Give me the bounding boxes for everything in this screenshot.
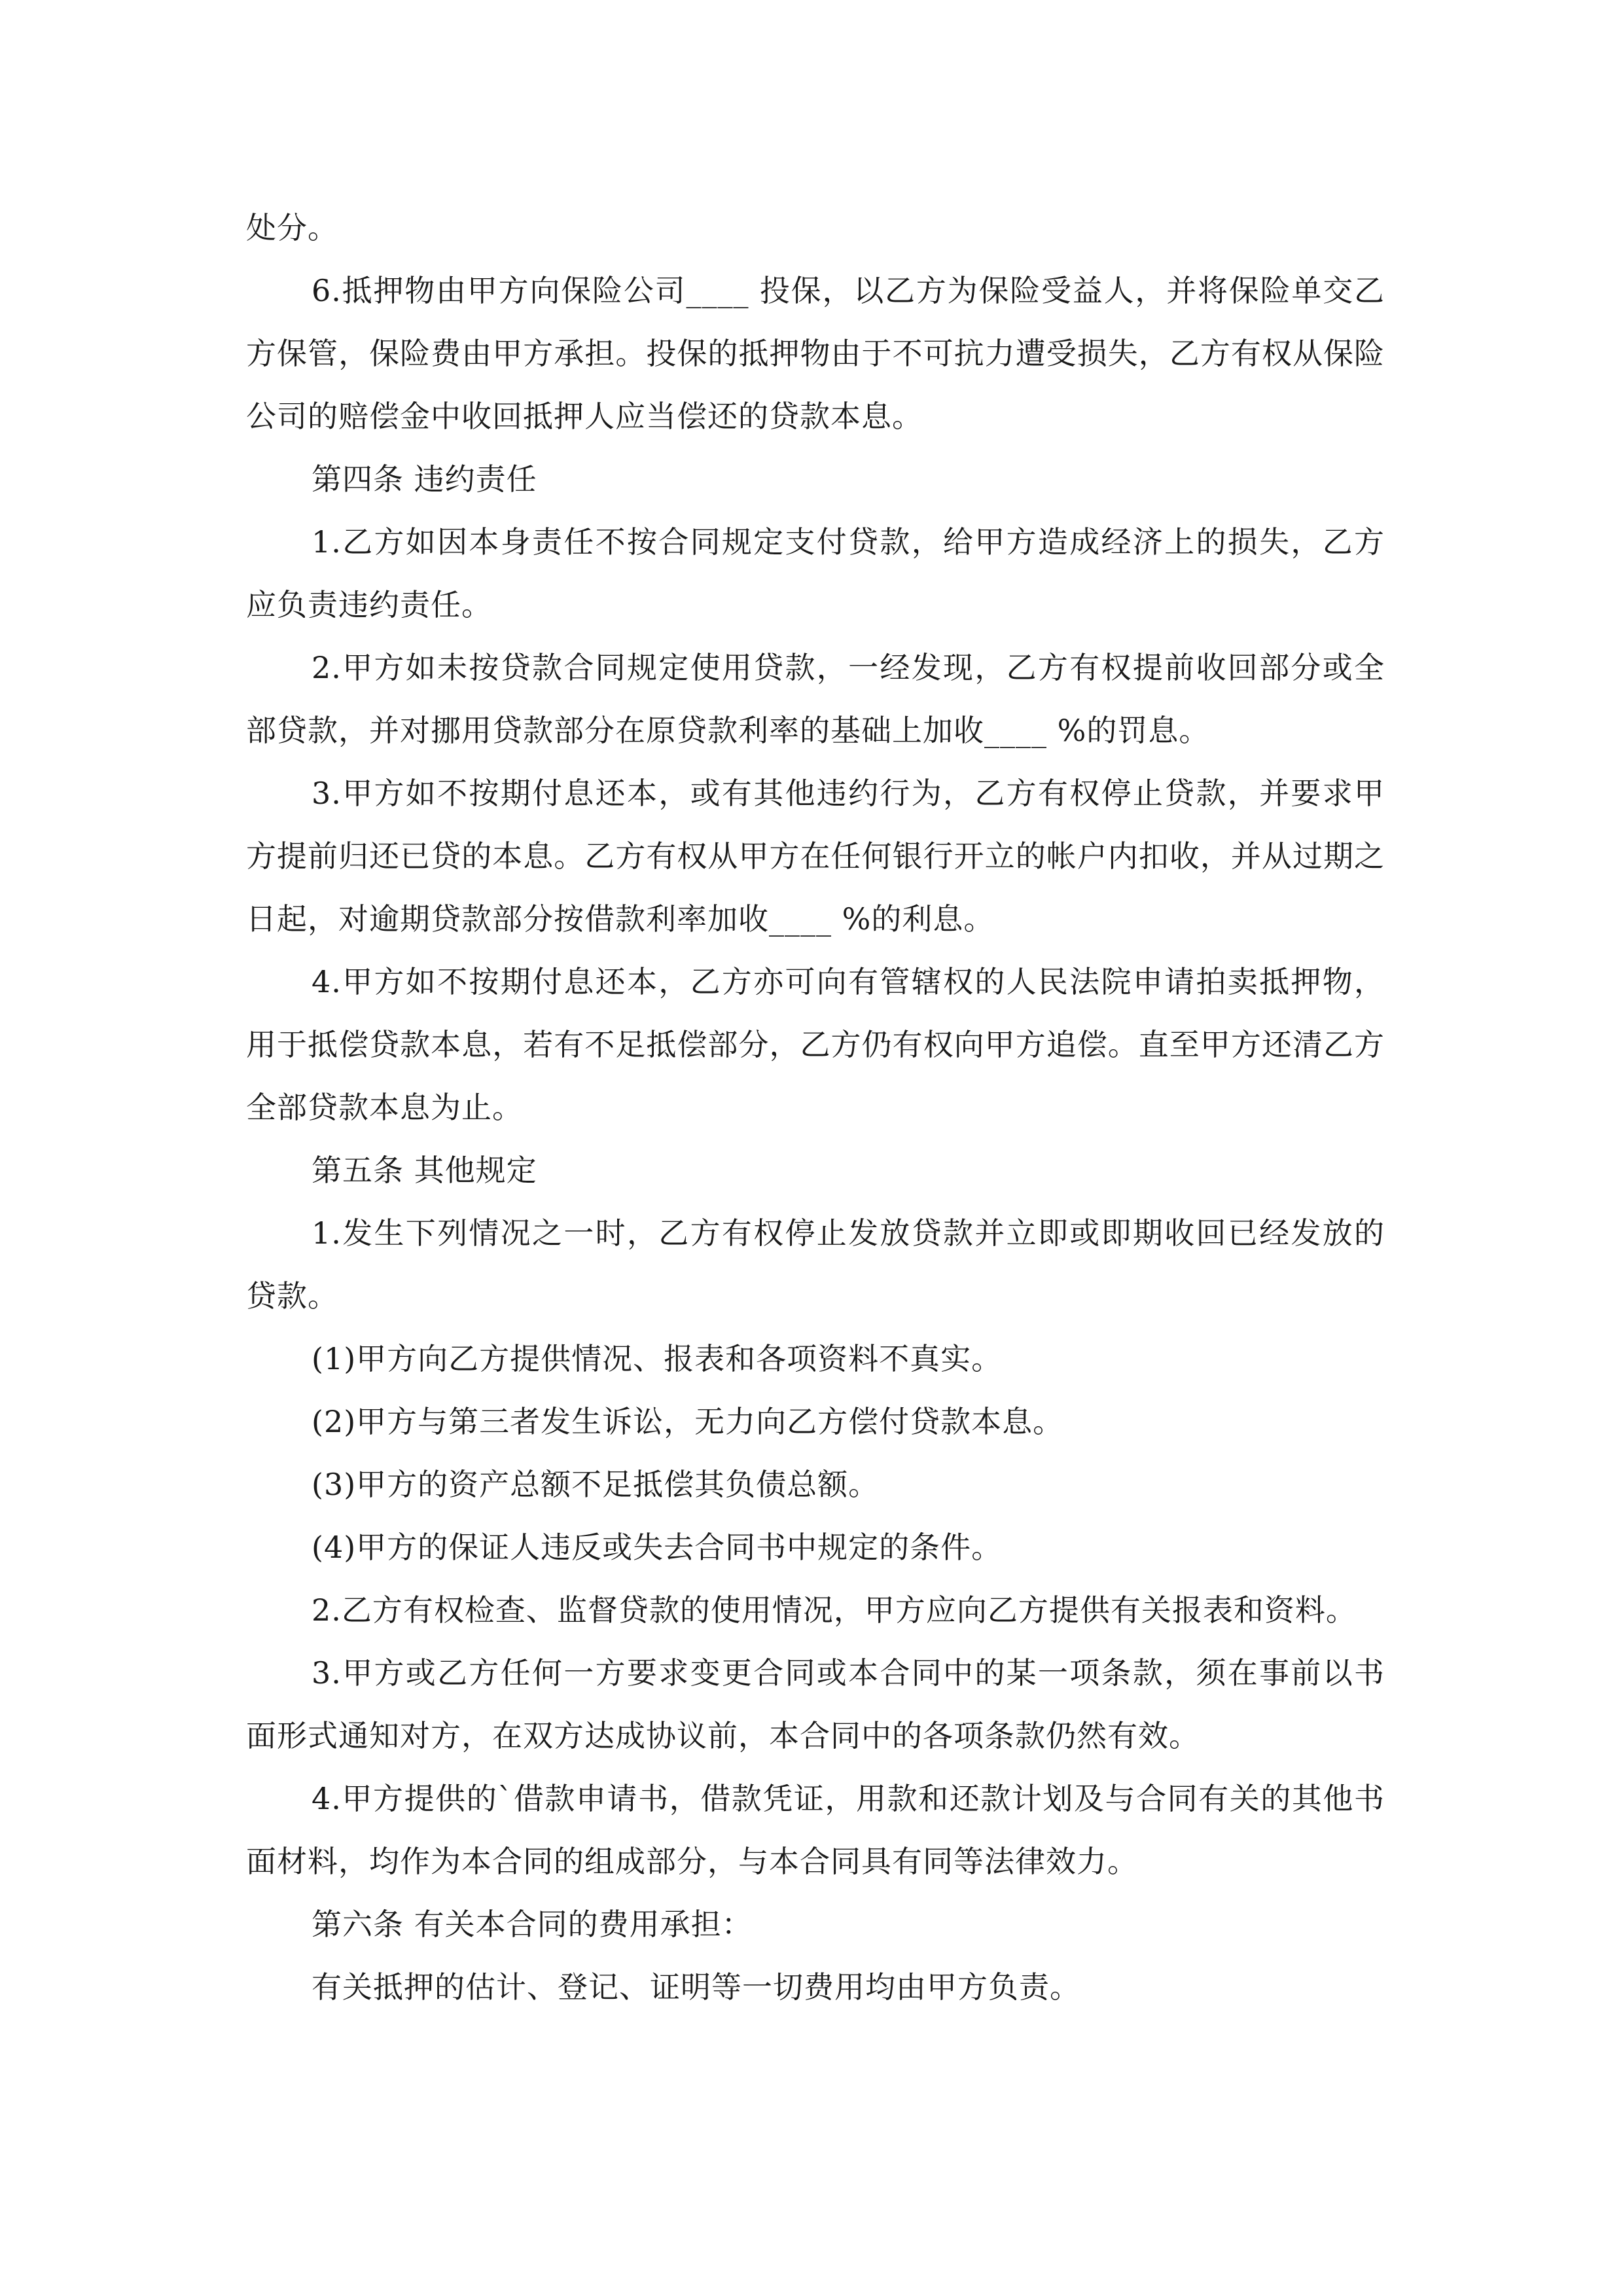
article-5-subitem-2: (2)甲方与第三者发生诉讼，无力向乙方偿付贷款本息。 bbox=[312, 1404, 1064, 1439]
article-4-heading: 第四条 违约责任 bbox=[312, 461, 537, 497]
article-4-item-1: 1.乙方如因本身责任不按合同规定支付贷款，给甲方造成经济上的损失，乙方应负责违约责任。 bbox=[246, 524, 1385, 622]
article-5-item-4: 4.甲方提供的`借款申请书，借款凭证，用款和还款计划及与合同有关的其他书面材料，均作为本合同的组成部分，与本合同具有同等法律效力。 bbox=[246, 1781, 1385, 1879]
article-6-body: 有关抵押的估计、登记、证明等一切费用均由甲方负责。 bbox=[312, 1969, 1080, 2005]
document-body bbox=[246, 196, 1385, 2018]
article-4-item-4: 4.甲方如不按期付息还本，乙方亦可向有管辖权的人民法院申请拍卖抵押物，用于抵偿贷款本息，若有不足抵偿部分，乙方仍有权向甲方追偿。直至甲方还清乙方全部贷款本息为止。 bbox=[246, 964, 1385, 1125]
article-4-item-2: 2.甲方如未按贷款合同规定使用贷款，一经发现，乙方有权提前收回部分或全部贷款，并对挪用贷款部分在原贷款利率的基础上加收____ %的罚息。 bbox=[246, 650, 1385, 748]
paragraph-continuation: 处分。 bbox=[246, 210, 338, 245]
article-4-item-3: 3.甲方如不按期付息还本，或有其他违约行为，乙方有权停止贷款，并要求甲方提前归还已贷的本息。乙方有权从甲方在任何银行开立的帐户内扣收，并从过期之日起，对逾期贷款部分按借款利率加收____ %的利息。 bbox=[246, 776, 1385, 937]
article-5-item-2: 2.乙方有权检查、监督贷款的使用情况，甲方应向乙方提供有关报表和资料。 bbox=[312, 1592, 1357, 1628]
article-5-item-3: 3.甲方或乙方任何一方要求变更合同或本合同中的某一项条款，须在事前以书面形式通知对方，在双方达成协议前，本合同中的各项条款仍然有效。 bbox=[246, 1655, 1385, 1753]
paragraph-insurance-clause: 6.抵押物由甲方向保险公司____ 投保，以乙方为保险受益人，并将保险单交乙方保管，保险费由甲方承担。投保的抵押物由于不可抗力遭受损失，乙方有权从保险公司的赔偿金中收回抵押人应当偿还的贷款本息。 bbox=[246, 273, 1385, 434]
article-5-subitem-3: (3)甲方的资产总额不足抵偿其负债总额。 bbox=[312, 1467, 880, 1502]
article-6-heading: 第六条 有关本合同的费用承担： bbox=[312, 1907, 753, 1942]
article-5-subitem-1: (1)甲方向乙方提供情况、报表和各项资料不真实。 bbox=[312, 1341, 1003, 1376]
article-5-subitem-4: (4)甲方的保证人违反或失去合同书中规定的条件。 bbox=[312, 1530, 1003, 1565]
article-5-item-1: 1.发生下列情况之一时，乙方有权停止发放贷款并立即或即期收回已经发放的贷款。 bbox=[246, 1215, 1385, 1314]
article-5-heading: 第五条 其他规定 bbox=[312, 1153, 537, 1188]
